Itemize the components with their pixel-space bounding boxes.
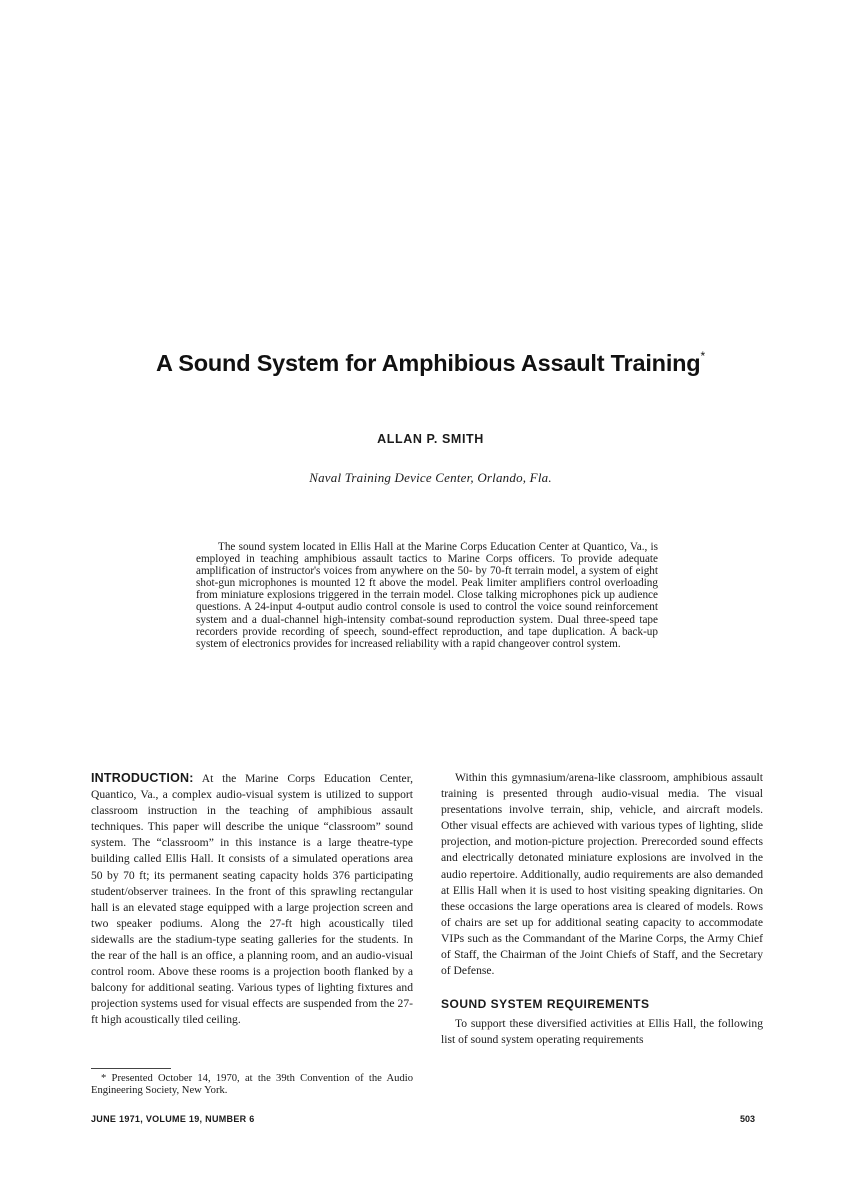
left-column — [91, 770, 413, 1029]
paper-title — [0, 349, 861, 377]
author-name: ALLAN P. SMITH — [377, 432, 484, 446]
footnote: * Presented October 14, 1970, at the 39th Convention of the Audio Engineering Society, New York. — [91, 1073, 413, 1096]
body-paragraph-1: Within this gymnasium/arena-like classroom, amphibious assault training is presented through audio-visual media. The visual presentations involve terrain, ship, vehicle, and aircraft models. Other visual effects are achieved with various types of lighting, slide projection, and motion-picture projection. Prerecorded sound effects and electrically detonated miniature explosions are involved in the audio repertoire. Additionally, audio requirements are also demanded at Ellis Hall when it is used to host visiting speaking dignitaries. On these occasions the large operations area is cleared of models. Rows of chairs are set up for additional seating capacity to accommodate VIPs such as the Commandant of the Marine Corps, the Army Chief of Staff, the Chairman of the Joint Chiefs of Staff, and the Secretary of Defense. — [441, 771, 763, 978]
section-heading: SOUND SYSTEM REQUIREMENTS — [441, 997, 650, 1012]
right-column — [441, 770, 763, 1049]
paper-title-text: A Sound System for Amphibious Assault Training — [156, 350, 701, 376]
intro-heading: INTRODUCTION: — [91, 771, 194, 785]
abstract: The sound system located in Ellis Hall at the Marine Corps Education Center at Quantico, Va., is employed in teaching amphibious assault tactics to Marine Corps officers. To provide adequate amplification of instructor's voices from anywhere on the 50- by 70-ft terrain model, a system of eight shot-gun microphones is mounted 12 ft above the model. Peak limiter amplifiers control overloading from miniature explosions triggered in the terrain model. Close talking microphones pick up audience questions. A 24-input 4-output audio control console is used to control the voice sound reinforcement system and a dual-channel high-intensity combat-sound reproduction system. Dual three-speed tape recorders provide recording of speech, sound-effect reproduction, and tape duplication. A back-up system of electronics provides for increased reliability with a rapid changeover control system. — [196, 541, 658, 650]
intro-text: At the Marine Corps Education Center, Quantico, Va., a complex audio-visual system is utilized to support classroom instruction in the teaching of amphibious assault techniques. This paper will describe the unique “classroom” sound system. The “classroom” in this instance is a large theatre-type building called Ellis Hall. It consists of a simulated operations area 50 by 70 ft; its permanent seating capacity holds 376 participating student/observer trainees. In the front of this sprawling rectangular hall is an elevated stage equipped with a large projection screen and two speaker podiums. Along the 27-ft high acoustically tiled sidewalls are the stadium-type seating galleries for the students. In the rear of the hall is an office, a planning room, and an audio-visual control room. Above these rooms is a projection booth flanked by a balcony for additional seating. Various types of lighting fixtures and projection systems used for visual effects are suspended from the 27-ft high acoustically tiled ceiling. — [91, 772, 413, 1027]
journal-issue-footer: JUNE 1971, VOLUME 19, NUMBER 6 — [91, 1114, 255, 1124]
author-affiliation: Naval Training Device Center, Orlando, Fla. — [309, 470, 552, 485]
page-number: 503 — [740, 1114, 756, 1124]
title-footnote-marker: * — [700, 349, 705, 363]
body-paragraph-2: To support these diversified activities at Ellis Hall, the following list of sound system operating requirements — [441, 1017, 763, 1047]
footnote-divider — [91, 1068, 171, 1069]
intro-paragraph — [91, 770, 413, 1029]
